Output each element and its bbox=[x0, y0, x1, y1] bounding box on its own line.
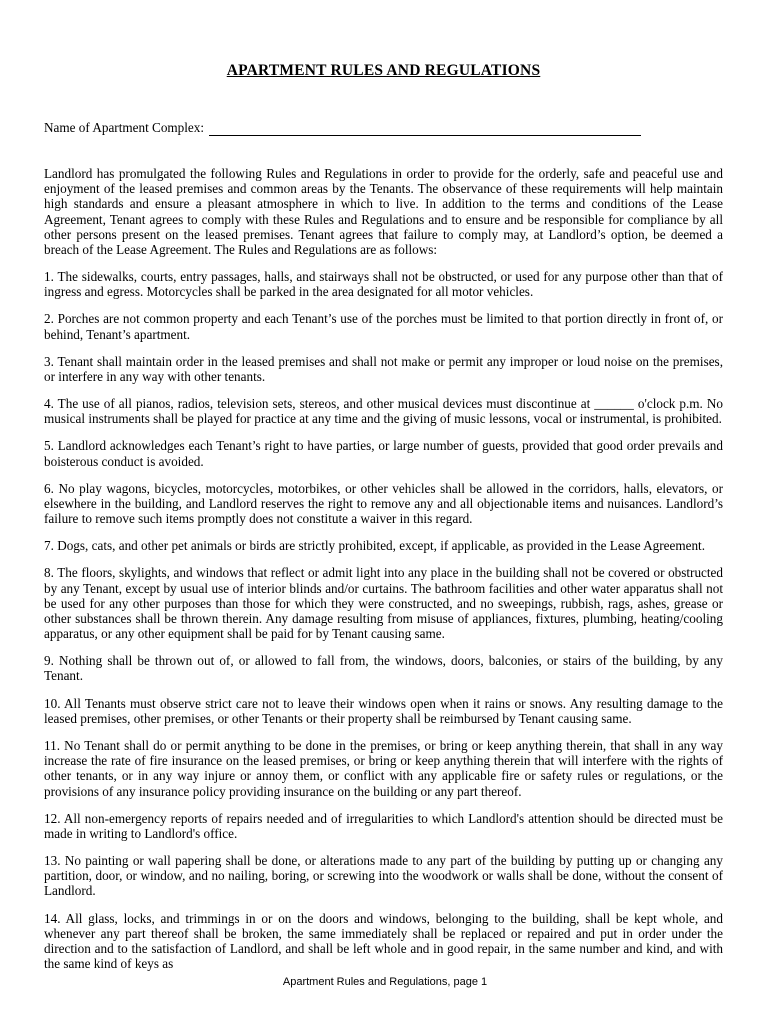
intro-paragraph: Landlord has promulgated the following Rules and Regulations in order to provide for the orderly, safe and peaceful use and enjoyment of the leased premises and common areas by the Tenants. The observance of these requirements will help maintain high standards and ensure a pleasant atmosphere in which to live. In addition to the terms and conditions of the Lease Agreement, Tenant agrees to comply with these Rules and Regulations and to ensure and be responsible for compliance by all other persons present on the leased premises. Tenant agrees that failure to comply may, at Landlord’s option, be deemed a breach of the Lease Agreement. The Rules and Regulations are as follows: bbox=[44, 166, 723, 257]
rule-paragraph-7: 7. Dogs, cats, and other pet animals or birds are strictly prohibited, except, if applicable, as provided in the Lease Agreement. bbox=[44, 538, 705, 554]
rule-paragraph-9: 9. Nothing shall be thrown out of, or allowed to fall from, the windows, doors, balconies, or stairs of the building, by any Tenant. bbox=[44, 653, 723, 684]
rule-paragraph-13: 13. No painting or wall papering shall be done, or alterations made to any part of the building by putting up or changing any partition, door, or window, and no nailing, boring, or screwing into the woodwork or walls shall be done, without the consent of Landlord. bbox=[44, 853, 723, 899]
document-title: APARTMENT RULES AND REGULATIONS bbox=[226, 62, 541, 79]
rule-paragraph-10: 10. All Tenants must observe strict care not to leave their windows open when it rains or snows. Any resulting damage to the leased premises, other premises, or other Tenants or their property shall be reimbursed by Tenant causing same. bbox=[44, 695, 723, 726]
rule-paragraph-12: 12. All non-emergency reports of repairs needed and of irregularities to which Landlord's attention should be directed must be made in writing to Landlord's office. bbox=[44, 810, 723, 841]
name-of-complex-label: Name of Apartment Complex: bbox=[44, 120, 205, 135]
document-body bbox=[44, 166, 723, 971]
page-footer: Apartment Rules and Regulations, page 1 bbox=[282, 976, 488, 988]
rule-paragraph-6: 6. No play wagons, bicycles, motorcycles, motorbikes, or other vehicles shall be allowed in the corridors, halls, elevators, or elsewhere in the building, and Landlord reserves the right to remove any and all objectionable items and nuisances. Landlord’s failure to remove such items promptly does not constitute a waiver in this regard. bbox=[44, 480, 723, 527]
rule-paragraph-8: 8. The floors, skylights, and windows that reflect or admit light into any place in the building shall not be covered or obstructed by any Tenant, except by usual use of interior blinds and/or curtains. The bathroom facilities and other water apparatus shall not be used for any other purposes than those for which they were constructed, and no sweepings, rubbish, rags, ashes, grease or other substances shall be thrown therein. Any damage resulting from misuse of appliances, fixtures, plumbing, heating/cooling apparatus, or any other equipment shall be paid for by Tenant causing same. bbox=[44, 565, 723, 642]
name-of-complex-field[interactable] bbox=[209, 121, 641, 136]
rule-paragraph-11: 11. No Tenant shall do or permit anything to be done in the premises, or bring or keep anything therein, that shall in any way increase the rate of fire insurance on the leased premises, or bring or keep anything therein that will interfere with the rights of other tenants, or in any way injure or annoy them, or conflict with any applicable fire or safety rules or regulations, or the provisions of any insurance policy providing insurance on the building or any part thereof. bbox=[44, 737, 723, 799]
rule-paragraph-2: 2. Porches are not common property and each Tenant’s use of the porches must be limited to that portion directly in front of, or behind, Tenant’s apartment. bbox=[44, 311, 723, 342]
rule-paragraph-4: 4. The use of all pianos, radios, television sets, stereos, and other musical devices must discontinue at ______ o'clock p.m. No musical instruments shall be played for practice at any time and the giving of music lessons, vocal or instrumental, is prohibited. bbox=[44, 396, 723, 427]
rule-paragraph-14: 14. All glass, locks, and trimmings in or on the doors and windows, belonging to the building, shall be kept whole, and whenever any part thereof shall be broken, the same immediately shall be replaced or repaired and put in order under the direction and to the satisfaction of Landlord, and shall be left whole and in good repair, in the same number and kind, and with the same kind of keys as bbox=[44, 910, 723, 972]
rule-paragraph-3: 3. Tenant shall maintain order in the leased premises and shall not make or permit any improper or loud noise on the premises, or interfere in any way with other tenants. bbox=[44, 353, 723, 384]
rule-paragraph-5: 5. Landlord acknowledges each Tenant’s right to have parties, or large number of guests, provided that good order prevails and boisterous conduct is avoided. bbox=[44, 438, 723, 469]
rule-paragraph-1: 1. The sidewalks, courts, entry passages, halls, and stairways shall not be obstructed, or used for any purpose other than that of ingress and egress. Motorcycles shall be parked in the area designated for all motor vehicles. bbox=[44, 269, 723, 300]
name-of-complex-row bbox=[44, 120, 723, 136]
